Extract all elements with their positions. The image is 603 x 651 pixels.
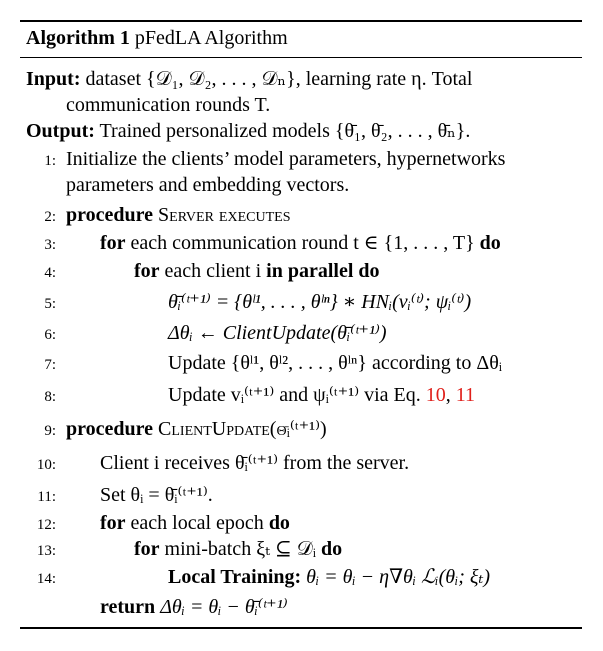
line-number: 2: — [44, 209, 56, 225]
line-keyword-end: do — [479, 232, 501, 254]
output-text: Trained personalized models {θ̄₁, θ̄₂, . . . , θ̄ₙ}. — [99, 120, 471, 142]
line-text: Δθᵢ ← ClientUpdate(θ̄ᵢ⁽ᵗ⁺¹⁾) — [168, 322, 387, 344]
line-number: 8: — [44, 389, 56, 405]
algo-line-2 — [66, 202, 290, 228]
line-number: 7: — [44, 357, 56, 373]
algo-line-5 — [168, 289, 471, 315]
line-text: Update vᵢ⁽ᵗ⁺¹⁾ and ψᵢ⁽ᵗ⁺¹⁾ via Eq. — [168, 384, 421, 406]
line-keyword-end: do — [321, 538, 343, 560]
line-text: ClientUpdate(θ̄ᵢ⁽ᵗ⁺¹⁾) — [158, 418, 327, 440]
line-number: 5: — [44, 296, 56, 312]
line-keyword: for — [100, 512, 126, 534]
algo-line-1 — [66, 146, 505, 172]
line-number: 11: — [37, 489, 56, 505]
line-text: mini-batch ξₜ ⊆ 𝒟ᵢ — [164, 538, 317, 560]
algo-line-14 — [168, 564, 490, 590]
line-number: 1: — [44, 153, 56, 169]
algo-line-4 — [134, 258, 380, 284]
algorithm-label: Algorithm 1 — [26, 27, 130, 49]
line-number: 9: — [44, 423, 56, 439]
algo-line-6 — [168, 320, 387, 346]
algo-line-11 — [100, 482, 213, 508]
line-text: Client i receives θ̄ᵢ⁽ᵗ⁺¹⁾ from the server. — [100, 452, 410, 474]
line-text: each communication round t ∈ {1, . . . , T} — [130, 232, 475, 254]
equation-ref-link[interactable]: 10 — [425, 384, 446, 406]
algo-line-7 — [168, 350, 502, 376]
bottom-rule — [20, 627, 582, 629]
top-rule — [20, 20, 582, 22]
line-text: θᵢ = θᵢ − η∇θᵢ ℒᵢ(θᵢ; ξₜ) — [306, 566, 491, 588]
equation-ref-link[interactable]: 11 — [455, 384, 476, 406]
line-text: Initialize the clients’ model parameters, hypernetworks — [66, 148, 506, 170]
algo-line-1-cont — [66, 172, 349, 198]
input-line-cont — [66, 92, 270, 118]
line-text: each client i — [164, 260, 262, 282]
line-text: Update {θˡ¹, θˡ², . . . , θˡⁿ} according to Δθᵢ — [168, 352, 503, 374]
line-number: 13: — [36, 543, 56, 559]
line-number: 6: — [44, 327, 56, 343]
line-text: θ̄ᵢ⁽ᵗ⁺¹⁾ = {θˡ¹, . . . , θˡⁿ} ∗ HNᵢ(vᵢ⁽ᵗ⁾; ψᵢ⁽ᵗ⁾) — [168, 291, 472, 313]
algo-line-9 — [66, 416, 327, 442]
line-keyword-end: do — [268, 512, 290, 534]
line-number: 14: — [36, 571, 56, 587]
line-keyword: for — [100, 232, 126, 254]
line-text: Server executes — [158, 204, 291, 226]
line-keyword: for — [134, 260, 160, 282]
algo-line-8 — [168, 382, 475, 408]
line-keyword: procedure — [66, 418, 154, 440]
output-key: Output: — [26, 120, 95, 142]
line-keyword: return — [100, 596, 156, 618]
line-keyword: procedure — [66, 204, 154, 226]
line-number: 12: — [36, 517, 56, 533]
line-number: 3: — [44, 237, 56, 253]
input-key: Input: — [26, 68, 81, 90]
algo-line-13 — [134, 536, 342, 562]
input-text: dataset {𝒟₁, 𝒟₂, . . . , 𝒟ₙ}, learning rate η. Total — [85, 68, 473, 90]
algorithm-name: pFedLA Algorithm — [134, 27, 288, 49]
input-text-cont: communication rounds T. — [66, 94, 271, 116]
line-keyword: for — [134, 538, 160, 560]
line-text: Δθᵢ = θᵢ − θ̄ᵢ⁽ᵗ⁺¹⁾ — [160, 596, 288, 618]
line-text: Set θᵢ = θ̄ᵢ⁽ᵗ⁺¹⁾. — [100, 484, 213, 506]
line-text: each local epoch — [130, 512, 264, 534]
algorithm-title — [26, 24, 288, 52]
line-text: parameters and embedding vectors. — [66, 174, 350, 196]
algo-line-10 — [100, 450, 409, 476]
title-rule — [20, 57, 582, 58]
line-keyword: Local Training: — [168, 566, 302, 588]
output-line — [26, 118, 470, 144]
ref-separator: , — [445, 384, 456, 406]
line-number: 4: — [44, 265, 56, 281]
algo-line-12 — [100, 510, 290, 536]
line-number: 10: — [36, 457, 56, 473]
algo-line-3 — [100, 230, 501, 256]
line-keyword-end: in parallel do — [266, 260, 380, 282]
algo-line-return — [100, 594, 288, 620]
input-line — [26, 66, 472, 92]
